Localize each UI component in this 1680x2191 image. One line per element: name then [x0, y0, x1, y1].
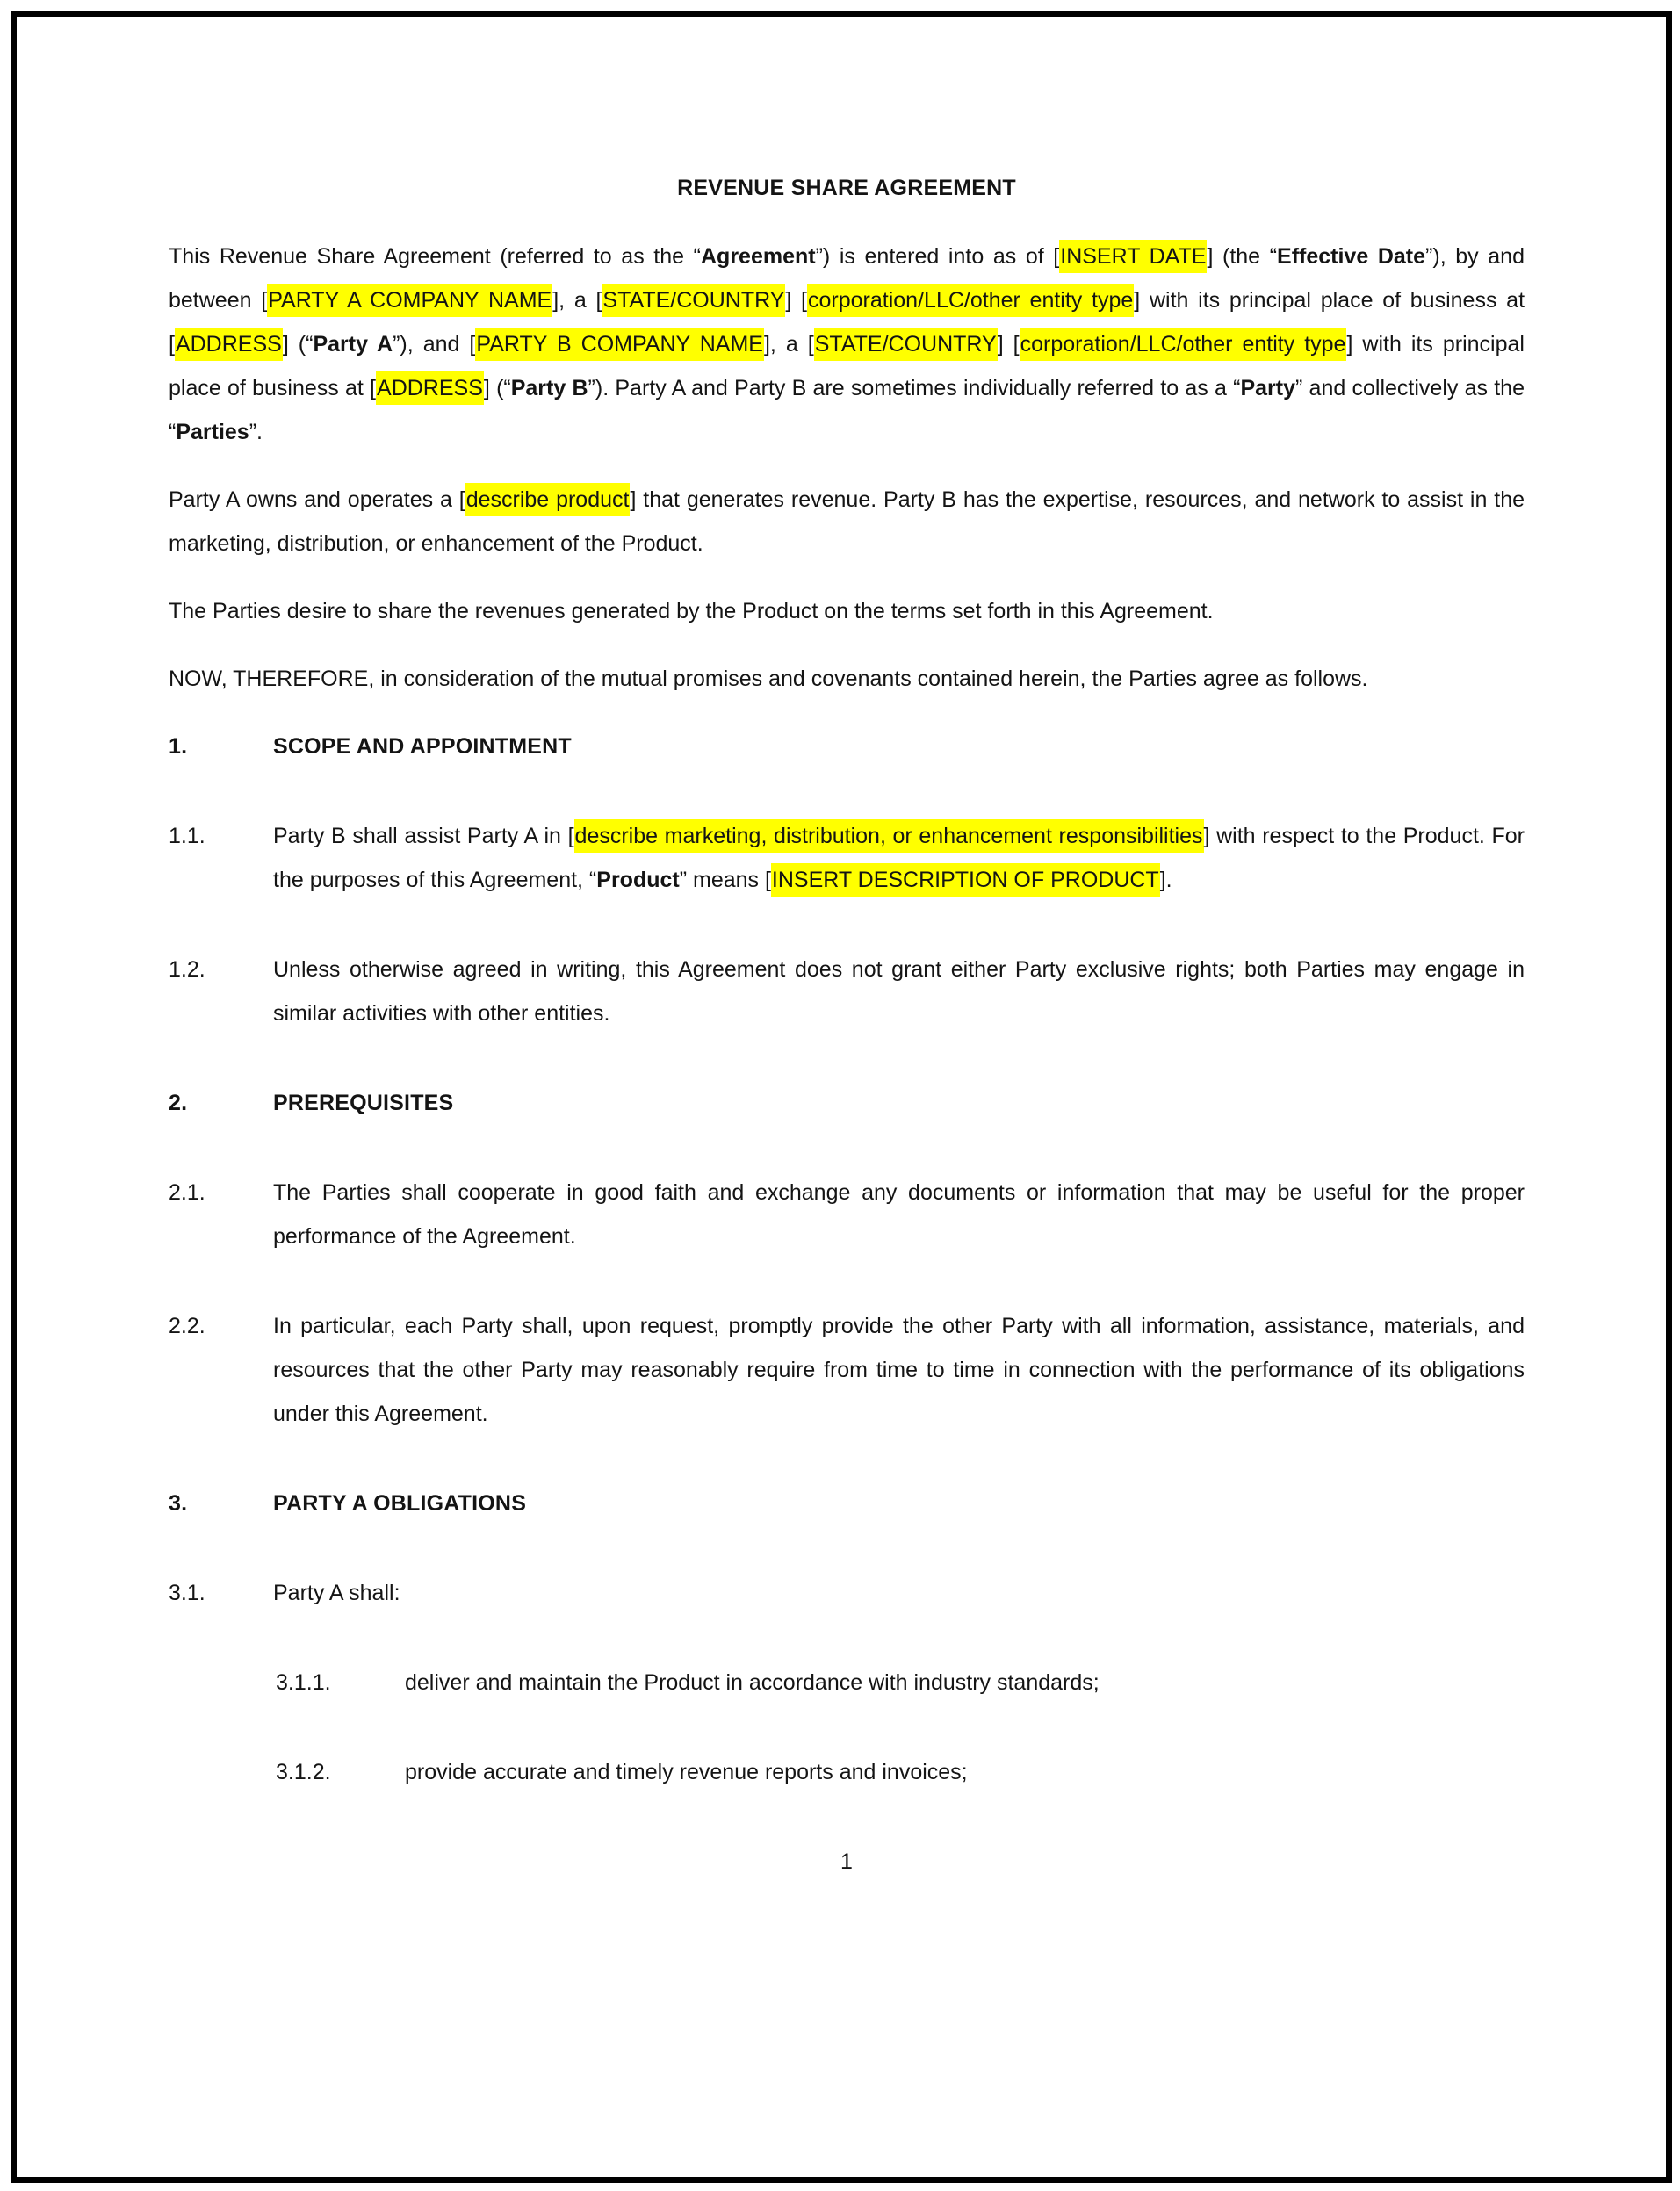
text-segment: deliver and maintain the Product in accordance with industry standards; [405, 1670, 1100, 1695]
text-segment: ”), by and between [ [169, 244, 1525, 313]
section-2-heading [169, 1081, 1525, 1125]
subclause-3-1-2-text [405, 1750, 1525, 1794]
text-segment: ] with its principal place of business at [ [169, 332, 1525, 400]
page-number: 1 [840, 1849, 853, 1874]
text-segment: ] [ [785, 288, 808, 313]
text-segment: Product [596, 868, 680, 892]
highlighted-placeholder: INSERT DESCRIPTION OF PRODUCT [771, 863, 1160, 897]
text-segment: ], a [ [552, 288, 602, 313]
highlighted-placeholder: corporation/LLC/other entity type [807, 284, 1134, 317]
text-segment: Party A shall: [273, 1581, 400, 1605]
clause-3-1-number: 3.1. [169, 1581, 205, 1605]
text-segment: ] that generates revenue. Party B has the expertise, resources, and network to assist in the marketing, distribution, or enhancement of the Product. [169, 487, 1525, 556]
section-3-title: PARTY A OBLIGATIONS [273, 1491, 527, 1516]
text-segment: Party B [510, 376, 588, 400]
highlighted-placeholder: ADDRESS [376, 371, 484, 405]
document-title: REVENUE SHARE AGREEMENT [677, 176, 1016, 200]
text-segment: Parties [176, 420, 249, 444]
clause-2-2-number: 2.2. [169, 1314, 205, 1338]
clause-2-1-number: 2.1. [169, 1180, 205, 1205]
document-page [11, 11, 1672, 2183]
subclause-3-1-2 [276, 1750, 1525, 1794]
clause-3-1 [169, 1571, 1525, 1615]
text-segment: ], a [ [763, 332, 814, 357]
section-1-number: 1. [169, 734, 188, 759]
text-segment: ” and collectively as the “ [169, 376, 1525, 444]
text-segment: This Revenue Share Agreement (referred to as the “ [169, 244, 701, 269]
text-segment: The Parties desire to share the revenues generated by the Product on the terms set forth in this Agreement. [169, 599, 1214, 623]
clause-1-1-number: 1.1. [169, 824, 205, 848]
text-segment: ] (“ [483, 376, 511, 400]
text-segment: ”. [249, 420, 263, 444]
text-segment: ”), and [ [393, 332, 476, 357]
highlighted-placeholder: corporation/LLC/other entity type [1020, 328, 1347, 361]
text-segment: The Parties shall cooperate in good faith and exchange any documents or information that may be useful for the proper performance of the Agreement. [273, 1180, 1525, 1249]
section-1-title: SCOPE AND APPOINTMENT [273, 734, 572, 759]
clause-2-2-text [273, 1304, 1525, 1436]
text-segment: ”). Party A and Party B are sometimes individually referred to as a “ [588, 376, 1241, 400]
intro-paragraph-4 [169, 657, 1525, 701]
text-segment: ] [ [997, 332, 1020, 357]
subclause-3-1-1-text [405, 1661, 1525, 1705]
section-1-heading [169, 724, 1525, 768]
section-3-heading [169, 1481, 1525, 1525]
text-segment: Party [1240, 376, 1295, 400]
subclause-3-1-1-number: 3.1.1. [276, 1670, 331, 1695]
text-segment: ”) is entered into as of [ [815, 244, 1060, 269]
intro-paragraph-2 [169, 478, 1525, 566]
text-segment: Agreement [701, 244, 816, 269]
highlighted-placeholder: ADDRESS [175, 328, 283, 361]
clause-1-1 [169, 814, 1525, 902]
highlighted-placeholder: describe product [465, 483, 631, 516]
subclause-3-1-1 [276, 1661, 1525, 1705]
text-segment: Effective Date [1277, 244, 1426, 269]
subclause-3-1-2-number: 3.1.2. [276, 1760, 331, 1784]
highlighted-placeholder: STATE/COUNTRY [814, 328, 998, 361]
text-segment: ] (the “ [1207, 244, 1278, 269]
text-segment: Unless otherwise agreed in writing, this Agreement does not grant either Party exclusive rights; both Parties may engage in similar activities with other entities. [273, 957, 1525, 1026]
intro-paragraph-1 [169, 234, 1525, 454]
text-segment: In particular, each Party shall, upon request, promptly provide the other Party with all information, assistance, materials, and resources that the other Party may reasonably require from time to time in connection with the performance of its obligations under this Agreement. [273, 1314, 1525, 1426]
text-segment: ] (“ [282, 332, 314, 357]
text-segment: Party B shall assist Party A in [ [273, 824, 574, 848]
section-2-number: 2. [169, 1091, 188, 1115]
text-segment: ]. [1159, 868, 1172, 892]
highlighted-placeholder: PARTY A COMPANY NAME [267, 284, 552, 317]
clause-1-2-text [273, 948, 1525, 1035]
highlighted-placeholder: STATE/COUNTRY [602, 284, 785, 317]
highlighted-placeholder: PARTY B COMPANY NAME [475, 328, 764, 361]
clause-3-1-text [273, 1571, 1525, 1615]
highlighted-placeholder: INSERT DATE [1059, 240, 1207, 273]
highlighted-placeholder: describe marketing, distribution, or enhancement responsibilities [574, 819, 1204, 853]
text-segment: Party A [313, 332, 393, 357]
clause-1-2 [169, 948, 1525, 1035]
text-segment: ] with its principal place of business at [ [169, 288, 1525, 357]
text-segment: ] with respect to the Product. For the purposes of this Agreement, “ [273, 824, 1525, 892]
text-segment: Party A owns and operates a [ [169, 487, 465, 512]
text-segment: NOW, THEREFORE, in consideration of the mutual promises and covenants contained herein, the Parties agree as follows. [169, 667, 1368, 691]
clause-1-2-number: 1.2. [169, 957, 205, 982]
section-3-number: 3. [169, 1491, 188, 1516]
clause-2-1 [169, 1171, 1525, 1258]
clause-2-2 [169, 1304, 1525, 1436]
clause-1-1-text [273, 814, 1525, 902]
text-segment: provide accurate and timely revenue reports and invoices; [405, 1760, 968, 1784]
section-2-title: PREREQUISITES [273, 1091, 454, 1115]
text-segment: ” means [ [679, 868, 771, 892]
document-content [17, 17, 1666, 1884]
clause-2-1-text [273, 1171, 1525, 1258]
intro-paragraph-3 [169, 589, 1525, 633]
